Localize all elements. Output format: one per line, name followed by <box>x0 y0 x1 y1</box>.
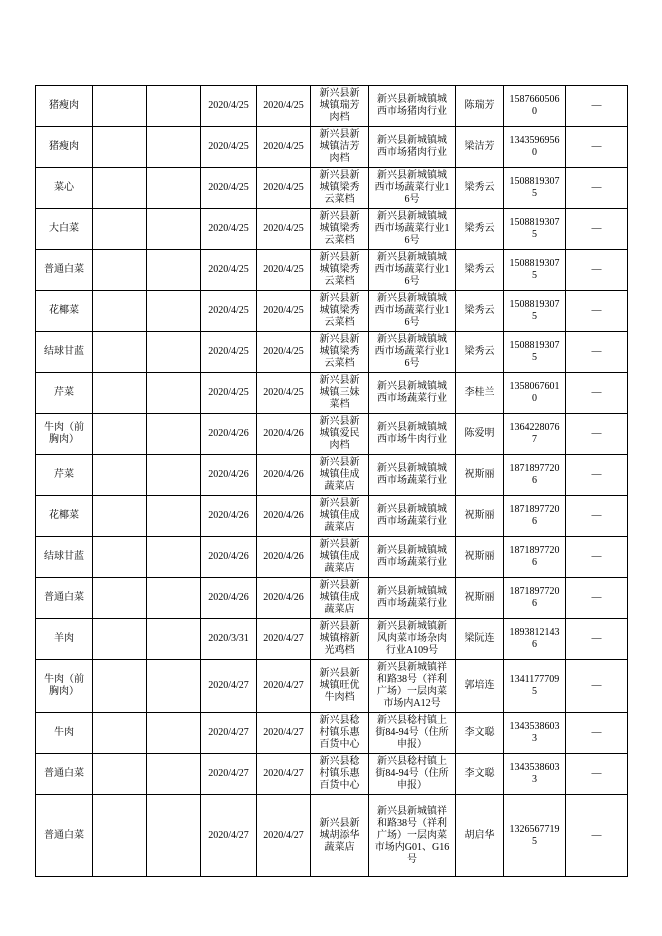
date-cell-2: 2020/4/26 <box>257 578 311 619</box>
contact-name-cell: 胡启华 <box>456 795 504 877</box>
product-cell: 猪瘦肉 <box>36 127 93 168</box>
seller-address-cell: 新兴县新城镇城西市场猪肉行业 <box>369 86 456 127</box>
date-cell-2: 2020/4/25 <box>257 250 311 291</box>
blank-cell-2 <box>147 332 201 373</box>
date-cell-1: 2020/4/26 <box>201 537 257 578</box>
phone-cell: 18718977206 <box>504 537 566 578</box>
date-cell-2: 2020/4/26 <box>257 414 311 455</box>
contact-name-cell: 祝斯丽 <box>456 455 504 496</box>
phone-cell: 18718977206 <box>504 496 566 537</box>
blank-cell-1 <box>93 455 147 496</box>
blank-cell-2 <box>147 250 201 291</box>
date-cell-1: 2020/4/25 <box>201 373 257 414</box>
blank-cell-1 <box>93 209 147 250</box>
seller-name-cell: 新兴县新城镇梁秀云菜档 <box>311 332 369 373</box>
product-cell: 菜心 <box>36 168 93 209</box>
product-cell: 羊肉 <box>36 619 93 660</box>
dash-cell: — <box>566 250 628 291</box>
blank-cell-2 <box>147 414 201 455</box>
phone-cell: 13435386033 <box>504 754 566 795</box>
contact-name-cell: 祝斯丽 <box>456 578 504 619</box>
date-cell-1: 2020/4/25 <box>201 168 257 209</box>
seller-name-cell: 新兴县新城镇梁秀云菜档 <box>311 291 369 332</box>
table-row <box>36 127 628 168</box>
seller-address-cell: 新兴县新城镇城西市场蔬菜行业16号 <box>369 250 456 291</box>
phone-cell: 15088193075 <box>504 250 566 291</box>
date-cell-2: 2020/4/25 <box>257 332 311 373</box>
dash-cell: — <box>566 127 628 168</box>
phone-cell: 15088193075 <box>504 209 566 250</box>
seller-address-cell: 新兴县新城镇祥和路38号（祥利广场）一层肉菜市场内A12号 <box>369 660 456 713</box>
seller-address-cell: 新兴县新城镇城西市场蔬菜行业16号 <box>369 168 456 209</box>
table-row <box>36 754 628 795</box>
product-cell: 猪瘦肉 <box>36 86 93 127</box>
date-cell-2: 2020/4/27 <box>257 754 311 795</box>
phone-cell: 15088193075 <box>504 291 566 332</box>
table-row <box>36 496 628 537</box>
product-cell: 大白菜 <box>36 209 93 250</box>
blank-cell-1 <box>93 414 147 455</box>
seller-address-cell: 新兴县新城镇城西市场蔬菜行业16号 <box>369 291 456 332</box>
product-cell: 花椰菜 <box>36 291 93 332</box>
product-cell: 牛肉（前胸肉） <box>36 414 93 455</box>
product-cell: 结球甘蓝 <box>36 537 93 578</box>
dash-cell: — <box>566 168 628 209</box>
seller-name-cell: 新兴县新城镇三妹菜档 <box>311 373 369 414</box>
seller-address-cell: 新兴县稔村镇上街84-94号（住所申报） <box>369 713 456 754</box>
date-cell-2: 2020/4/25 <box>257 127 311 168</box>
dash-cell: — <box>566 754 628 795</box>
table-row <box>36 455 628 496</box>
dash-cell: — <box>566 660 628 713</box>
table-row <box>36 86 628 127</box>
blank-cell-1 <box>93 795 147 877</box>
blank-cell-2 <box>147 537 201 578</box>
seller-name-cell: 新兴县新城镇洁芳肉档 <box>311 127 369 168</box>
contact-name-cell: 李文聪 <box>456 754 504 795</box>
product-cell: 牛肉 <box>36 713 93 754</box>
seller-name-cell: 新兴县新城镇佳成蔬菜店 <box>311 496 369 537</box>
blank-cell-2 <box>147 754 201 795</box>
product-cell: 结球甘蓝 <box>36 332 93 373</box>
phone-cell: 18718977206 <box>504 455 566 496</box>
product-cell: 普通白菜 <box>36 250 93 291</box>
blank-cell-1 <box>93 578 147 619</box>
table-row <box>36 619 628 660</box>
dash-cell: — <box>566 455 628 496</box>
contact-name-cell: 梁秀云 <box>456 250 504 291</box>
date-cell-2: 2020/4/26 <box>257 496 311 537</box>
blank-cell-1 <box>93 127 147 168</box>
seller-address-cell: 新兴县新城镇城西市场蔬菜行业 <box>369 578 456 619</box>
dash-cell: — <box>566 373 628 414</box>
contact-name-cell: 梁秀云 <box>456 291 504 332</box>
table-row <box>36 660 628 713</box>
seller-address-cell: 新兴县新城镇城西市场猪肉行业 <box>369 127 456 168</box>
blank-cell-2 <box>147 291 201 332</box>
blank-cell-2 <box>147 619 201 660</box>
seller-address-cell: 新兴县新城镇城西市场蔬菜行业16号 <box>369 332 456 373</box>
phone-cell: 18938121436 <box>504 619 566 660</box>
dash-cell: — <box>566 209 628 250</box>
dash-cell: — <box>566 332 628 373</box>
contact-name-cell: 梁洁芳 <box>456 127 504 168</box>
blank-cell-2 <box>147 209 201 250</box>
table-row <box>36 795 628 877</box>
phone-cell: 13435969560 <box>504 127 566 168</box>
contact-name-cell: 李桂兰 <box>456 373 504 414</box>
blank-cell-1 <box>93 660 147 713</box>
blank-cell-2 <box>147 455 201 496</box>
phone-cell: 13642280767 <box>504 414 566 455</box>
seller-name-cell: 新兴县稔村镇乐惠百货中心 <box>311 713 369 754</box>
product-cell: 普通白菜 <box>36 795 93 877</box>
dash-cell: — <box>566 795 628 877</box>
phone-cell: 15876605060 <box>504 86 566 127</box>
seller-address-cell: 新兴县新城镇新风肉菜市场杂肉行业A109号 <box>369 619 456 660</box>
contact-name-cell: 梁阮连 <box>456 619 504 660</box>
date-cell-1: 2020/4/27 <box>201 660 257 713</box>
date-cell-1: 2020/3/31 <box>201 619 257 660</box>
contact-name-cell: 陈瑞芳 <box>456 86 504 127</box>
blank-cell-2 <box>147 373 201 414</box>
dash-cell: — <box>566 291 628 332</box>
date-cell-1: 2020/4/26 <box>201 578 257 619</box>
seller-name-cell: 新兴县新城镇佳成蔬菜店 <box>311 455 369 496</box>
date-cell-1: 2020/4/25 <box>201 127 257 168</box>
seller-name-cell: 新兴县新城镇榕新光鸡档 <box>311 619 369 660</box>
date-cell-2: 2020/4/27 <box>257 619 311 660</box>
dash-cell: — <box>566 578 628 619</box>
blank-cell-1 <box>93 168 147 209</box>
blank-cell-1 <box>93 754 147 795</box>
dash-cell: — <box>566 619 628 660</box>
blank-cell-1 <box>93 373 147 414</box>
product-cell: 普通白菜 <box>36 754 93 795</box>
seller-name-cell: 新兴县新城镇瑞芳肉档 <box>311 86 369 127</box>
phone-cell: 13265677195 <box>504 795 566 877</box>
sampling-table <box>35 85 628 877</box>
seller-name-cell: 新兴县稔村镇乐惠百货中心 <box>311 754 369 795</box>
contact-name-cell: 梁秀云 <box>456 168 504 209</box>
date-cell-2: 2020/4/25 <box>257 86 311 127</box>
blank-cell-2 <box>147 127 201 168</box>
blank-cell-1 <box>93 332 147 373</box>
phone-cell: 13411777095 <box>504 660 566 713</box>
date-cell-1: 2020/4/25 <box>201 250 257 291</box>
date-cell-2: 2020/4/26 <box>257 537 311 578</box>
seller-name-cell: 新兴县新城镇梁秀云菜档 <box>311 168 369 209</box>
seller-name-cell: 新兴县新城镇梁秀云菜档 <box>311 250 369 291</box>
seller-name-cell: 新兴县新城胡添华蔬菜店 <box>311 795 369 877</box>
seller-address-cell: 新兴县新城镇城西市场蔬菜行业 <box>369 537 456 578</box>
contact-name-cell: 陈爱明 <box>456 414 504 455</box>
contact-name-cell: 祝斯丽 <box>456 537 504 578</box>
blank-cell-2 <box>147 713 201 754</box>
phone-cell: 18718977206 <box>504 578 566 619</box>
date-cell-2: 2020/4/27 <box>257 713 311 754</box>
blank-cell-2 <box>147 578 201 619</box>
contact-name-cell: 祝斯丽 <box>456 496 504 537</box>
blank-cell-1 <box>93 537 147 578</box>
product-cell: 牛肉（前胸肉） <box>36 660 93 713</box>
table-row <box>36 578 628 619</box>
date-cell-1: 2020/4/25 <box>201 86 257 127</box>
contact-name-cell: 李文聪 <box>456 713 504 754</box>
blank-cell-2 <box>147 496 201 537</box>
date-cell-1: 2020/4/25 <box>201 291 257 332</box>
seller-name-cell: 新兴县新城镇梁秀云菜档 <box>311 209 369 250</box>
date-cell-1: 2020/4/27 <box>201 754 257 795</box>
seller-address-cell: 新兴县新城镇城西市场蔬菜行业 <box>369 373 456 414</box>
product-cell: 花椰菜 <box>36 496 93 537</box>
table-row <box>36 414 628 455</box>
date-cell-1: 2020/4/27 <box>201 713 257 754</box>
seller-address-cell: 新兴县新城镇城西市场蔬菜行业16号 <box>369 209 456 250</box>
blank-cell-1 <box>93 291 147 332</box>
table-row <box>36 373 628 414</box>
date-cell-2: 2020/4/25 <box>257 291 311 332</box>
dash-cell: — <box>566 414 628 455</box>
blank-cell-1 <box>93 86 147 127</box>
blank-cell-2 <box>147 795 201 877</box>
date-cell-2: 2020/4/25 <box>257 168 311 209</box>
date-cell-2: 2020/4/25 <box>257 209 311 250</box>
blank-cell-2 <box>147 168 201 209</box>
blank-cell-2 <box>147 86 201 127</box>
contact-name-cell: 梁秀云 <box>456 332 504 373</box>
product-cell: 普通白菜 <box>36 578 93 619</box>
blank-cell-1 <box>93 619 147 660</box>
dash-cell: — <box>566 537 628 578</box>
table-row <box>36 537 628 578</box>
date-cell-1: 2020/4/26 <box>201 414 257 455</box>
contact-name-cell: 郭培连 <box>456 660 504 713</box>
seller-address-cell: 新兴县新城镇城西市场牛肉行业 <box>369 414 456 455</box>
date-cell-2: 2020/4/25 <box>257 373 311 414</box>
table-row <box>36 250 628 291</box>
blank-cell-1 <box>93 496 147 537</box>
date-cell-1: 2020/4/25 <box>201 332 257 373</box>
phone-cell: 15088193075 <box>504 332 566 373</box>
dash-cell: — <box>566 496 628 537</box>
date-cell-1: 2020/4/26 <box>201 455 257 496</box>
date-cell-2: 2020/4/27 <box>257 795 311 877</box>
contact-name-cell: 梁秀云 <box>456 209 504 250</box>
dash-cell: — <box>566 86 628 127</box>
date-cell-2: 2020/4/26 <box>257 455 311 496</box>
seller-address-cell: 新兴县新城镇城西市场蔬菜行业 <box>369 455 456 496</box>
blank-cell-1 <box>93 713 147 754</box>
table-row <box>36 332 628 373</box>
table-row <box>36 168 628 209</box>
seller-address-cell: 新兴县稔村镇上街84-94号（住所申报） <box>369 754 456 795</box>
seller-name-cell: 新兴县新城镇佳成蔬菜店 <box>311 578 369 619</box>
table-body <box>36 86 628 877</box>
dash-cell: — <box>566 713 628 754</box>
phone-cell: 15088193075 <box>504 168 566 209</box>
table-row <box>36 713 628 754</box>
date-cell-1: 2020/4/27 <box>201 795 257 877</box>
blank-cell-1 <box>93 250 147 291</box>
date-cell-2: 2020/4/27 <box>257 660 311 713</box>
phone-cell: 13435386033 <box>504 713 566 754</box>
seller-name-cell: 新兴县新城镇爱民肉档 <box>311 414 369 455</box>
seller-address-cell: 新兴县新城镇城西市场蔬菜行业 <box>369 496 456 537</box>
phone-cell: 13580676010 <box>504 373 566 414</box>
product-cell: 芹菜 <box>36 455 93 496</box>
seller-name-cell: 新兴县新城镇旺优牛肉档 <box>311 660 369 713</box>
table-row <box>36 291 628 332</box>
product-cell: 芹菜 <box>36 373 93 414</box>
date-cell-1: 2020/4/26 <box>201 496 257 537</box>
table-row <box>36 209 628 250</box>
blank-cell-2 <box>147 660 201 713</box>
date-cell-1: 2020/4/25 <box>201 209 257 250</box>
seller-name-cell: 新兴县新城镇佳成蔬菜店 <box>311 537 369 578</box>
seller-address-cell: 新兴县新城镇祥和路38号（祥利广场）一层肉菜市场内G01、G16号 <box>369 795 456 877</box>
